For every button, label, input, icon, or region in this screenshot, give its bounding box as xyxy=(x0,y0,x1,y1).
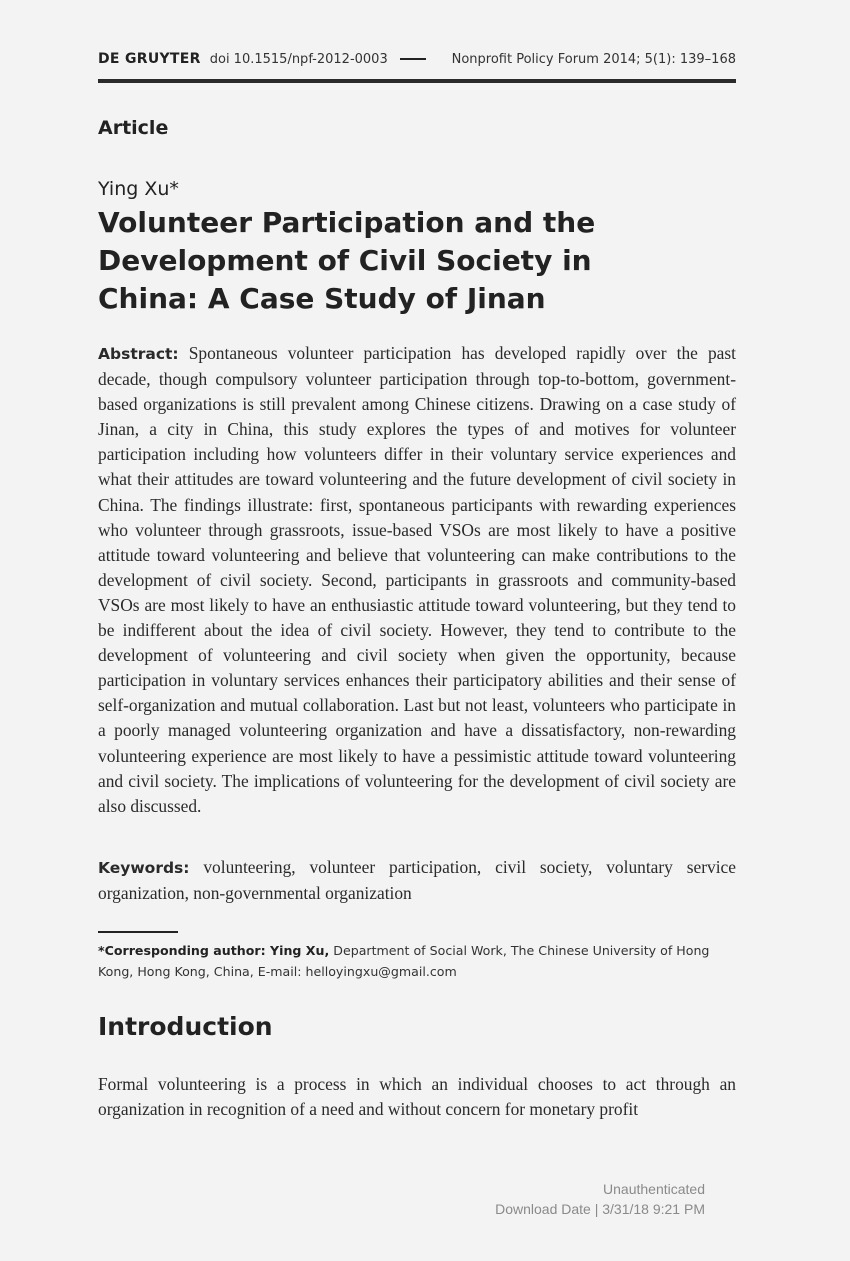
title-line: Development of Civil Society in xyxy=(98,244,592,277)
keywords xyxy=(98,855,736,906)
corresponding-author-footnote xyxy=(98,940,738,982)
paper-title xyxy=(98,204,618,318)
doi-text: doi 10.1515/npf-2012-0003 xyxy=(209,51,388,67)
header-rule xyxy=(98,79,736,83)
intro-paragraph: Formal volunteering is a process in which an individual chooses to act through an organization in recognition of a need and without concern for monetary profit xyxy=(98,1074,736,1119)
footnote-rule xyxy=(98,931,178,933)
keywords-label: Keywords: xyxy=(98,859,190,877)
keywords-text: volunteering, volunteer participation, civil society, voluntary service organization, non-governmental organization xyxy=(98,857,736,903)
footnote-label: *Corresponding author: Ying Xu, xyxy=(98,943,330,958)
publisher-logo: DE GRUYTER xyxy=(98,51,201,67)
watermark-line: Download Date | 3/31/18 9:21 PM xyxy=(495,1201,705,1217)
abstract-text: Spontaneous volunteer participation has developed rapidly over the past decade, though compulsory volunteer participation through top-to-bottom, government-based organizations is still prevalent among Chinese citizens. Drawing on a case study of Jinan, a city in China, this study explores the types of and motives for volunteer participation including how volunteers differ in their voluntary service experiences and what their attitudes are toward volunteering and the future development of civil society in China. The findings illustrate: first, spontaneous participants with rewarding experiences who volunteer through grassroots, issue-based VSOs are most likely to have a positive attitude toward volunteering and believe that volunteering can make contributions to the development of civil society. Second, participants in grassroots and community-based VSOs are most likely to have an enthusiastic attitude toward volunteering, but they tend to be indifferent about the idea of civil society. However, they tend to contribute to the development of volunteering and civil society when given the opportunity, because participation in voluntary services enhances their participatory abilities and their sense of self-organization and mutual collaboration. Last but not least, volunteers who participate in a poorly managed volunteering organization and have a dissatisfactory, non-rewarding volunteering experience are most likely to have a pessimistic attitude toward volunteering and civil society. The implications of volunteering for the development of civil society are also discussed. xyxy=(98,343,736,816)
journal-citation: Nonprofit Policy Forum 2014; 5(1): 139–168 xyxy=(451,51,736,67)
footnote-text: Department of Social Work, The Chinese University of Hong Kong, Hong Kong, China, E-mail: helloyingxu@gmail.com xyxy=(98,943,710,979)
running-header xyxy=(98,51,736,67)
article-type-label: Article xyxy=(98,117,169,139)
header-dash xyxy=(400,58,426,60)
author-name: Ying Xu* xyxy=(98,178,179,200)
abstract xyxy=(98,341,736,819)
title-line: China: A Case Study of Jinan xyxy=(98,282,546,315)
title-line: Volunteer Participation and the xyxy=(98,206,596,239)
download-watermark xyxy=(495,1179,705,1219)
section-heading: Introduction xyxy=(98,1012,273,1041)
abstract-label: Abstract: xyxy=(98,345,179,363)
watermark-line: Unauthenticated xyxy=(603,1181,705,1197)
